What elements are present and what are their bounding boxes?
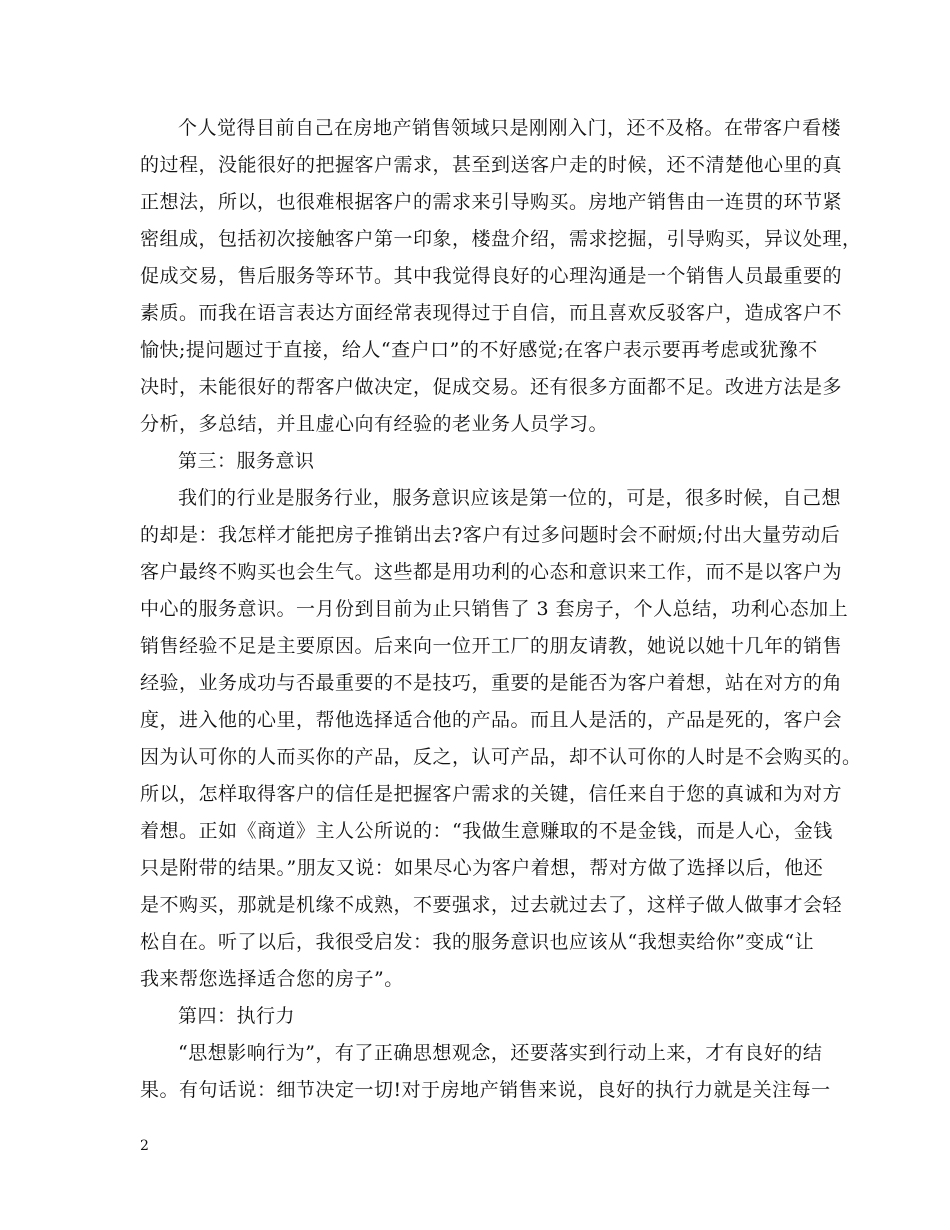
text-line: 的过程，没能很好的把握客户需求，甚至到送客户走的时候，还不清楚他心里的真 — [140, 154, 843, 176]
text-line: 我们的行业是服务行业，服务意识应该是第一位的，可是，很多时候，自己想 — [178, 487, 842, 509]
text-line: 所以，怎样取得客户的信任是把握客户需求的关键，信任来自于您的真诚和为对方 — [140, 783, 843, 805]
body-text — [140, 110, 862, 1109]
text-line: 果。有句话说：细节决定一切!对于房地产销售来说，良好的执行力就是关注每一 — [140, 1079, 831, 1101]
text-line: 愉快;提问题过于直接，给人“查户口”的不好感觉;在客户表示要再考虑或犹豫不 — [140, 339, 818, 361]
text-line: 素质。而我在语言表达方面经常表现得过于自信，而且喜欢反驳客户，造成客户不 — [140, 302, 843, 324]
text-line: 促成交易，售后服务等环节。其中我觉得良好的心理沟通是一个销售人员最重要的 — [140, 265, 843, 287]
text-line: “思想影响行为”，有了正确思想观念，还要落实到行动上来，才有良好的结 — [178, 1042, 823, 1064]
text-line: 是不购买，那就是机缘不成熟，不要强求，过去就过去了，这样子做人做事才会轻 — [140, 894, 843, 916]
text-line: 第四：执行力 — [178, 1005, 296, 1027]
text-line: 客户最终不购买也会生气。这些都是用功利的心态和意识来工作，而不是以客户为 — [140, 561, 843, 583]
text-line: 中心的服务意识。一月份到目前为止只销售了 3 套房子，个人总结，功利心态加上 — [140, 598, 849, 620]
page-number: 2 — [140, 1138, 149, 1154]
text-line: 只是附带的结果。”朋友又说：如果尽心为客户着想，帮对方做了选择以后，他还 — [140, 857, 824, 879]
text-line: 分析，多总结，并且虚心向有经验的老业务人员学习。 — [140, 413, 609, 435]
text-line: 的却是：我怎样才能把房子推销出去?客户有过多问题时会不耐烦;付出大量劳动后 — [140, 524, 841, 546]
text-line: 正想法，所以，也很难根据客户的需求来引导购买。房地产销售由一连贯的环节紧 — [140, 191, 843, 213]
text-line: 销售经验不足是主要原因。后来向一位开工厂的朋友请教，她说以她十几年的销售 — [140, 635, 843, 657]
text-line: 因为认可你的人而买你的产品，反之，认可产品，却不认可你的人时是不会购买的。 — [140, 746, 862, 768]
text-line: 松自在。听了以后，我很受启发：我的服务意识也应该从“我想卖给你”变成“让 — [140, 931, 815, 953]
text-line: 度，进入他的心里，帮他选择适合他的产品。而且人是活的，产品是死的，客户会 — [140, 709, 843, 731]
text-line: 经验，业务成功与否最重要的不是技巧，重要的是能否为客户着想，站在对方的角 — [140, 672, 843, 694]
text-line: 密组成，包括初次接触客户第一印象，楼盘介绍，需求挖掘，引导购买，异议处理， — [140, 228, 862, 250]
text-line: 第三：服务意识 — [178, 450, 315, 472]
text-line: 决时，未能很好的帮客户做决定，促成交易。还有很多方面都不足。改进方法是多 — [140, 376, 843, 398]
text-line: 个人觉得目前自己在房地产销售领域只是刚刚入门，还不及格。在带客户看楼 — [178, 117, 842, 139]
text-line: 我来帮您选择适合您的房子”。 — [140, 968, 404, 990]
text-line: 着想。正如《商道》主人公所说的：“我做生意赚取的不是金钱，而是人心，金钱 — [140, 820, 833, 842]
